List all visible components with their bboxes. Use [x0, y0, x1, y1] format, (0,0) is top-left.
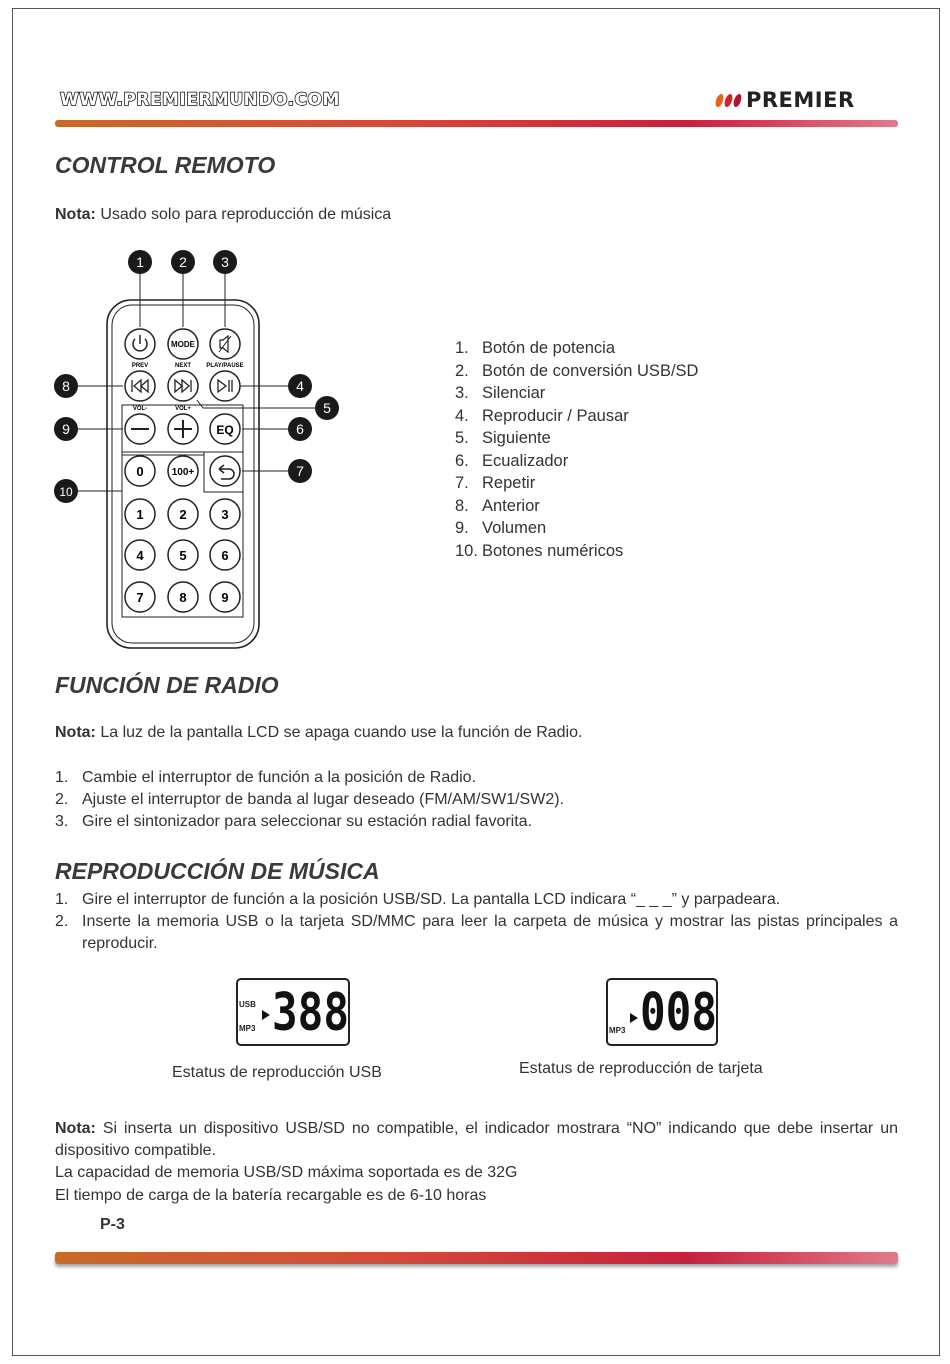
- digit-4-button: [125, 540, 155, 570]
- list-item: 9. Volumen: [455, 519, 547, 537]
- digit-9-button: [210, 582, 240, 612]
- radio-steps: [55, 767, 898, 833]
- mp3-indicator: MP3: [609, 1026, 626, 1035]
- hundred-plus-button: [168, 456, 198, 486]
- vol-minus-label: VOL-: [132, 406, 148, 412]
- note-text: Si inserta un dispositivo USB/SD no compatible, el indicador mostrara “NO” indicando que debe insertar un dispositivo compatible.: [55, 1120, 898, 1159]
- list-item: 3. Silenciar: [455, 384, 546, 402]
- svg-text:0: 0: [136, 464, 144, 479]
- callout-4: [288, 374, 312, 398]
- list-item: 3. Gire el sintonizador para seleccionar su estación radial favorita.: [55, 813, 533, 830]
- website-url[interactable]: WWW.PREMIERMUNDO.COM: [60, 90, 340, 110]
- list-item: 1. Cambie el interruptor de función a la posición de Radio.: [55, 769, 477, 786]
- svg-text:6: 6: [221, 548, 229, 563]
- remote-function-list: [455, 339, 698, 564]
- logo-dot-icon: [723, 94, 733, 107]
- logo-dot-icon: [732, 94, 742, 107]
- callout-10: [54, 479, 78, 503]
- callout-6: [288, 417, 312, 441]
- callout-7: [288, 459, 312, 483]
- prev-button: [125, 371, 155, 401]
- note-label: Nota:: [55, 1120, 96, 1137]
- digit-6-button: [210, 540, 240, 570]
- volume-down-button: [125, 414, 155, 444]
- brand-name: PREMIER: [746, 88, 855, 112]
- svg-text:2: 2: [179, 507, 187, 522]
- svg-text:4: 4: [296, 378, 304, 394]
- usb-display-caption: Estatus de reproducción USB: [172, 1064, 382, 1081]
- callout-5: [315, 396, 339, 420]
- digit-0-button: [125, 456, 155, 486]
- usb-indicator: USB: [239, 1000, 256, 1009]
- card-display-caption: Estatus de reproducción de tarjeta: [519, 1060, 763, 1077]
- svg-text:100+: 100+: [171, 467, 195, 478]
- music-section-title: REPRODUCCIÓN DE MÚSICA: [55, 858, 380, 884]
- list-item: 5. Siguiente: [455, 429, 551, 447]
- svg-text:6: 6: [296, 421, 304, 437]
- svg-text:7: 7: [296, 463, 304, 479]
- svg-text:3: 3: [221, 254, 229, 270]
- eq-button: [210, 414, 240, 444]
- list-item: 10. Botones numéricos: [455, 541, 624, 560]
- lcd-digits: 008: [640, 983, 718, 1043]
- lcd-digits: 388: [272, 983, 350, 1043]
- svg-text:8: 8: [62, 378, 70, 394]
- list-item: 4. Reproducir / Pausar: [455, 406, 629, 425]
- remote-note: [55, 204, 391, 226]
- list-item: 2. Botón de conversión USB/SD: [455, 361, 699, 380]
- svg-text:MODE: MODE: [171, 340, 195, 349]
- list-item: 2. Inserte la memoria USB o la tarjeta SD/MMC para leer la carpeta de música y mostrar las pistas principales a reproducir.: [55, 913, 898, 952]
- callout-1: [128, 250, 152, 274]
- callout-2: [171, 250, 195, 274]
- mute-button: [210, 329, 240, 359]
- repeat-button: [210, 456, 240, 486]
- digit-3-button: [210, 499, 240, 529]
- digit-5-button: [168, 540, 198, 570]
- remote-section-title: CONTROL REMOTO: [55, 152, 276, 178]
- mode-button: [168, 329, 198, 359]
- volume-up-button: [168, 414, 198, 444]
- page-number: P-3: [100, 1216, 125, 1233]
- vol-plus-label: VOL+: [175, 406, 191, 412]
- battery-charge-note: El tiempo de carga de la batería recargable es de 6-10 horas: [55, 1187, 487, 1204]
- list-item: 1. Botón de potencia: [455, 339, 616, 357]
- memory-capacity-note: La capacidad de memoria USB/SD máxima soportada es de 32G: [55, 1164, 518, 1181]
- callout-8: [54, 374, 78, 398]
- note-text: La luz de la pantalla LCD se apaga cuando use la función de Radio.: [95, 724, 583, 741]
- power-button: [125, 329, 155, 359]
- footer-divider: [55, 1252, 898, 1264]
- radio-note: [55, 722, 582, 744]
- list-item: 7. Repetir: [455, 474, 536, 492]
- play-arrow-icon: [630, 1013, 638, 1023]
- next-label: NEXT: [174, 363, 192, 369]
- list-item: 8. Anterior: [455, 496, 540, 515]
- digit-8-button: [168, 582, 198, 612]
- svg-text:10: 10: [59, 485, 73, 499]
- card-lcd-display: [606, 978, 718, 1046]
- radio-section-title: FUNCIÓN DE RADIO: [55, 672, 279, 698]
- svg-text:9: 9: [62, 421, 70, 437]
- remote-control-diagram: [45, 240, 345, 650]
- list-item: 6. Ecualizador: [455, 451, 569, 470]
- list-item: 2. Ajuste el interruptor de banda al lugar deseado (FM/AM/SW1/SW2).: [55, 791, 564, 808]
- callout-9: [54, 417, 78, 441]
- svg-text:5: 5: [323, 400, 331, 416]
- svg-text:EQ: EQ: [216, 423, 234, 437]
- svg-text:8: 8: [179, 590, 187, 605]
- usb-lcd-display: [236, 978, 350, 1046]
- svg-text:1: 1: [136, 507, 144, 522]
- note-label: Nota:: [55, 724, 96, 741]
- callout-3: [213, 250, 237, 274]
- digit-7-button: [125, 582, 155, 612]
- compatibility-note: [55, 1118, 898, 1162]
- svg-text:4: 4: [136, 548, 144, 563]
- svg-text:1: 1: [136, 254, 144, 270]
- mp3-indicator: MP3: [239, 1024, 256, 1033]
- music-steps: [55, 889, 898, 955]
- digit-2-button: [168, 499, 198, 529]
- note-text: Usado solo para reproducción de música: [95, 206, 392, 223]
- digit-1-button: [125, 499, 155, 529]
- logo-dot-icon: [714, 94, 724, 107]
- list-item: 1. Gire el interruptor de función a la posición USB/SD. La pantalla LCD indicara “_ _ _” y parpadeara.: [55, 891, 781, 908]
- play-pause-button: [210, 371, 240, 401]
- svg-text:2: 2: [179, 254, 187, 270]
- play-arrow-icon: [262, 1010, 270, 1020]
- svg-text:9: 9: [221, 590, 229, 605]
- next-button: [168, 371, 198, 401]
- svg-text:7: 7: [136, 590, 144, 605]
- svg-text:3: 3: [221, 507, 229, 522]
- header-divider: [55, 120, 898, 127]
- prev-label: PREV: [131, 363, 149, 369]
- svg-text:5: 5: [179, 548, 187, 563]
- play-pause-label: PLAY/PAUSE: [206, 363, 244, 369]
- premier-logo: [716, 88, 855, 112]
- note-label: Nota:: [55, 206, 96, 223]
